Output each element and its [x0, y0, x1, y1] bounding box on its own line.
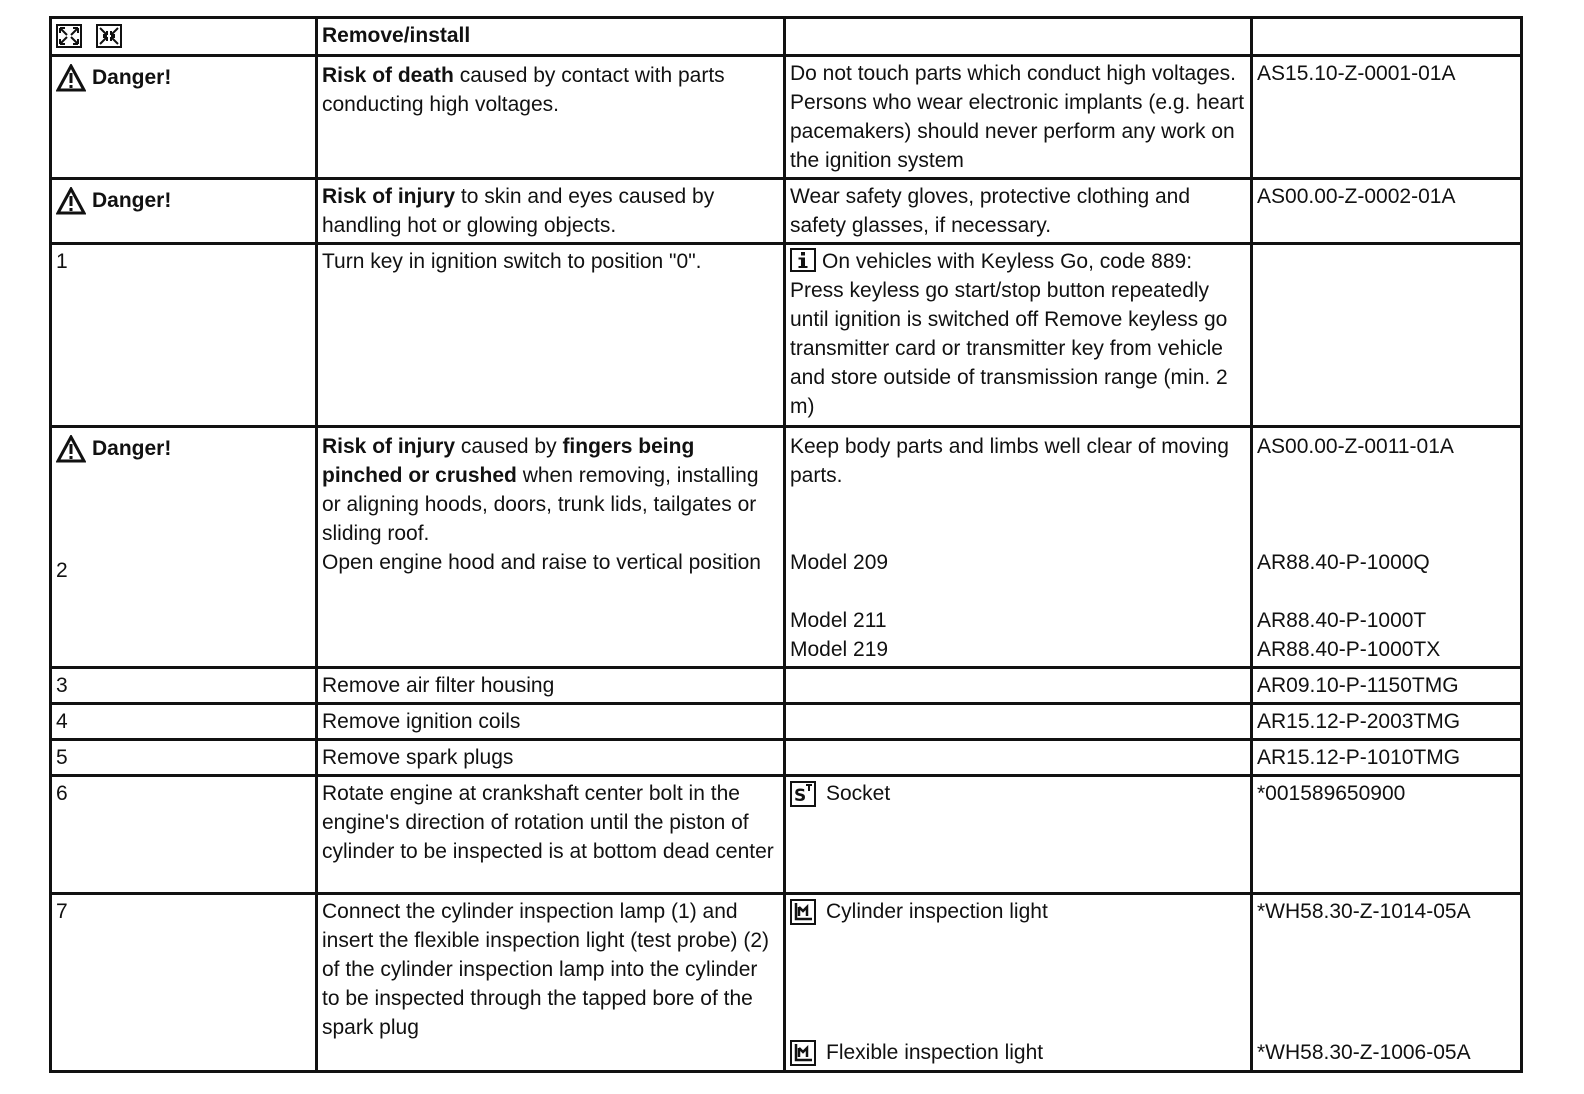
- header-empty-cell-2: [1252, 18, 1522, 56]
- step-number: 3: [51, 668, 317, 704]
- hazard-cell: [317, 56, 785, 179]
- hazard-block: [322, 432, 779, 548]
- tool-name-2: Flexible inspection light: [826, 1041, 1044, 1064]
- model-ref-209: AR88.40-P-1000Q: [1257, 551, 1430, 574]
- hazard-bold: Risk of injury: [322, 185, 456, 208]
- danger-row-2: [51, 179, 1522, 244]
- step-number: 2: [56, 558, 68, 582]
- hazard-step-cell: [317, 427, 785, 668]
- danger-label: [56, 186, 171, 215]
- step-text: Remove ignition coils: [317, 704, 785, 740]
- reference-cell: [1252, 244, 1522, 427]
- danger-label: [56, 63, 171, 92]
- step-row-1: [51, 244, 1522, 427]
- measure-cell: Wear safety gloves, protective clothing and safety glasses, if necessary.: [785, 179, 1252, 244]
- tool-ref-1: *WH58.30-Z-1014-05A: [1257, 900, 1471, 923]
- svg-text:S: S: [794, 786, 807, 807]
- tool-name-1: Cylinder inspection light: [826, 900, 1048, 923]
- tool-name: Socket: [826, 782, 891, 805]
- danger-label-cell: [51, 56, 317, 179]
- warning-triangle-icon: [56, 187, 86, 215]
- empty-cell: [785, 740, 1252, 776]
- measure-text: Keep body parts and limbs well clear of moving parts.: [790, 435, 1229, 487]
- header-icons-cell: [51, 18, 317, 56]
- hazard-text: caused by: [455, 435, 563, 458]
- measure-cell: Do not touch parts which conduct high voltages. Persons who wear electronic implants (e.g. heart pacemakers) should never perform any work on the ignition system: [785, 56, 1252, 179]
- step-row-7: [51, 894, 1522, 1072]
- empty-cell: [785, 668, 1252, 704]
- reference-cell: AS00.00-Z-0002-01A: [1252, 179, 1522, 244]
- tool-ref-2: *WH58.30-Z-1006-05A: [1257, 1041, 1471, 1064]
- step-text: Remove air filter housing: [317, 668, 785, 704]
- reference-cell: AR15.12-P-2003TMG: [1252, 704, 1522, 740]
- step-row-4: [51, 704, 1522, 740]
- step-text: Open engine hood and raise to vertical position: [322, 551, 761, 574]
- expand-icon: [56, 24, 82, 48]
- danger-row-1: [51, 56, 1522, 179]
- model-ref-219: AR88.40-P-1000TX: [1257, 638, 1441, 661]
- step-number: 1: [51, 244, 317, 427]
- reference-cell: *001589650900: [1252, 776, 1522, 894]
- workshop-equipment-icon: [790, 899, 816, 925]
- workshop-equipment-icon: [790, 1040, 816, 1066]
- model-219: Model 219: [790, 638, 889, 661]
- step-number: 6: [51, 776, 317, 894]
- header-title-text: Remove/install: [322, 24, 471, 47]
- tool-cell: [785, 776, 1252, 894]
- hazard-bold: Risk of death: [322, 64, 454, 87]
- hazard-bold: Risk of injury: [322, 435, 456, 458]
- collapse-icon: [96, 24, 122, 48]
- tool-item-1: [790, 897, 1246, 1038]
- model-ref-211: AR88.40-P-1000T: [1257, 609, 1427, 632]
- step-row-6: [51, 776, 1522, 894]
- danger-step-cell: [51, 427, 317, 668]
- danger-text: Danger!: [92, 66, 172, 89]
- hazard-cell: [317, 179, 785, 244]
- danger-row-3: [51, 427, 1522, 668]
- reference-cell: AR09.10-P-1150TMG: [1252, 668, 1522, 704]
- info-icon: [790, 248, 816, 272]
- reference-cell: AS15.10-Z-0001-01A: [1252, 56, 1522, 179]
- danger-label-cell: [51, 179, 317, 244]
- step-text: Remove spark plugs: [317, 740, 785, 776]
- tool-cell: [785, 894, 1252, 1072]
- note-text: On vehicles with Keyless Go, code 889: Press keyless go start/stop button repeatedly until ignition is switched off Remove keyless go transmitter card or transmitter key from vehicle and store outside of transmission range (min. 2 m): [790, 250, 1228, 418]
- step-number: 7: [51, 894, 317, 1072]
- reference-cell: [1252, 427, 1522, 668]
- hazard-text: to skin and eyes caused by handling hot or glowing objects.: [322, 185, 715, 237]
- danger-ref: AS00.00-Z-0011-01A: [1257, 435, 1454, 458]
- step-text: Turn key in ignition switch to position "0".: [317, 244, 785, 427]
- model-209: Model 209: [790, 551, 889, 574]
- special-tool-icon: [790, 781, 816, 807]
- empty-cell: [785, 704, 1252, 740]
- step-text: Connect the cylinder inspection lamp (1) and insert the flexible inspection light (test probe) (2) of the cylinder inspection lamp into the cylinder to be inspected through the tapped bore of the spark plug: [317, 894, 785, 1072]
- step-number: 4: [51, 704, 317, 740]
- measure-model-cell: [785, 427, 1252, 668]
- warning-triangle-icon: [56, 435, 86, 463]
- step-number: 5: [51, 740, 317, 776]
- danger-label: [56, 434, 171, 463]
- step-text: Rotate engine at crankshaft center bolt in the engine's direction of rotation until the piston of cylinder to be inspected is at bottom dead center: [317, 776, 785, 894]
- tool-item-2: [790, 1038, 1246, 1067]
- hazard-text: caused by contact with parts conducting high voltages.: [322, 64, 725, 116]
- warning-triangle-icon: [56, 64, 86, 92]
- header-row: [51, 18, 1522, 56]
- procedure-table: [49, 16, 1523, 1073]
- step-row-5: [51, 740, 1522, 776]
- danger-text: Danger!: [92, 437, 172, 460]
- note-cell: [785, 244, 1252, 427]
- model-211: Model 211: [790, 609, 887, 632]
- hazard-text-2: when removing, installing or aligning hoods, doors, trunk lids, tailgates or sliding roof.: [322, 464, 759, 545]
- header-empty-cell: [785, 18, 1252, 56]
- hazard-bold-2: fingers being pinched or crushed: [322, 435, 695, 487]
- danger-text: Danger!: [92, 189, 172, 212]
- reference-cell: [1252, 894, 1522, 1072]
- header-title: [317, 18, 785, 56]
- reference-cell: AR15.12-P-1010TMG: [1252, 740, 1522, 776]
- step-row-3: [51, 668, 1522, 704]
